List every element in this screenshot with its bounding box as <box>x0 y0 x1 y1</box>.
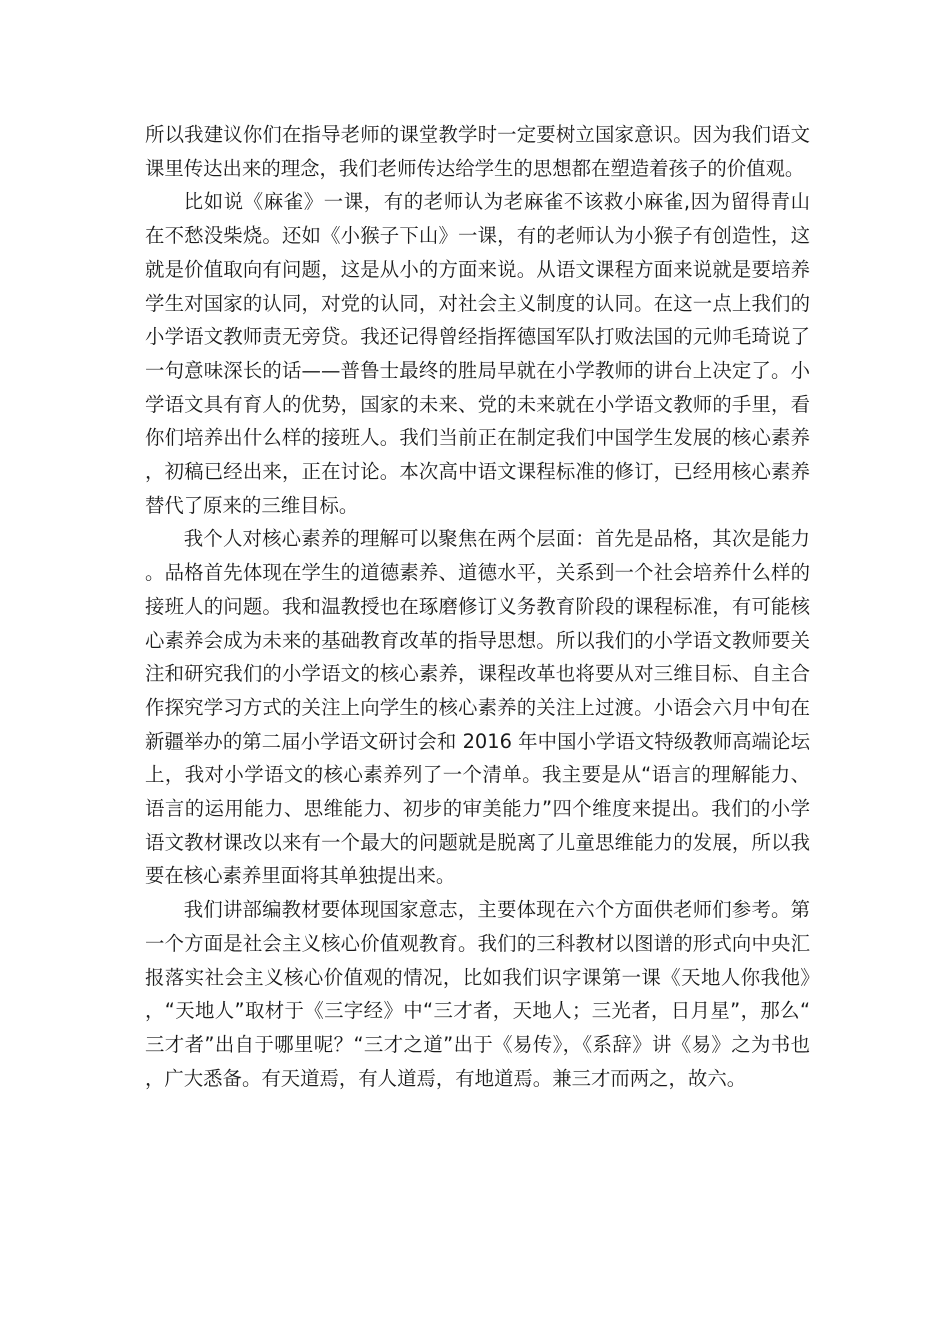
document-body <box>145 118 810 1095</box>
paragraph-1: 所以我建议你们在指导老师的课堂教学时一定要树立国家意识。因为我们语文课里传达出来的理念，我们老师传达给学生的思想都在塑造着孩子的价值观。 <box>145 123 810 180</box>
paragraph-2: 比如说《麻雀》一课，有的老师认为老麻雀不该救小麻雀,因为留得青山在不愁没柴烧。还如《小猴子下山》一课，有的老师认为小猴子有创造性，这就是价值取向有问题，这是从小的方面来说。从语文课程方面来说就是要培养学生对国家的认同，对党的认同，对社会主义制度的认同。在这一点上我们的小学语文教师责无旁贷。我还记得曾经指挥德国军队打败法国的元帅毛琦说了一句意味深长的话——普鲁士最终的胜局早就在小学教师的讲台上决定了。小学语文具有育人的优势，国家的未来、党的未来就在小学语文教师的手里，看你们培养出什么样的接班人。我们当前正在制定我们中国学生发展的核心素养，初稿已经出来，正在讨论。本次高中语文课程标准的修订，已经用核心素养替代了原来的三维目标。 <box>145 190 810 517</box>
paragraph-3: 我个人对核心素养的理解可以聚焦在两个层面：首先是品格，其次是能力。品格首先体现在学生的道德素养、道德水平，关系到一个社会培养什么样的接班人的问题。我和温教授也在琢磨修订义务教育阶段的课程标准，有可能核心素养会成为未来的基础教育改革的指导思想。所以我们的小学语文教师要关注和研究我们的小学语文的核心素养，课程改革也将要从对三维目标、自主合作探究学习方式的关注上向学生的核心素养的关注上过渡。小语会六月中旬在新疆举办的第二届小学语文研讨会和 2016 年中国小学语文特级教师高端论坛上，我对小学语文的核心素养列了一个清单。我主要是从“语言的理解能力、语言的运用能力、思维能力、初步的审美能力”四个维度来提出。我们的小学语文教材课改以来有一个最大的问题就是脱离了儿童思维能力的发展，所以我要在核心素养里面将其单独提出来。 <box>145 527 810 888</box>
paragraph-4: 我们讲部编教材要体现国家意志，主要体现在六个方面供老师们参考。第一个方面是社会主义核心价值观教育。我们的三科教材以图谱的形式向中央汇报落实社会主义核心价值观的情况，比如我们识字课第一课《天地人你我他》，“天地人”取材于《三字经》中“三才者，天地人；三光者，日月星”，那么“三才者”出自于哪里呢？“三才之道”出于《易传》，《系辞》讲《易》之为书也，广大悉备。有天道焉，有人道焉，有地道焉。兼三才而两之，故六。 <box>145 898 810 1090</box>
